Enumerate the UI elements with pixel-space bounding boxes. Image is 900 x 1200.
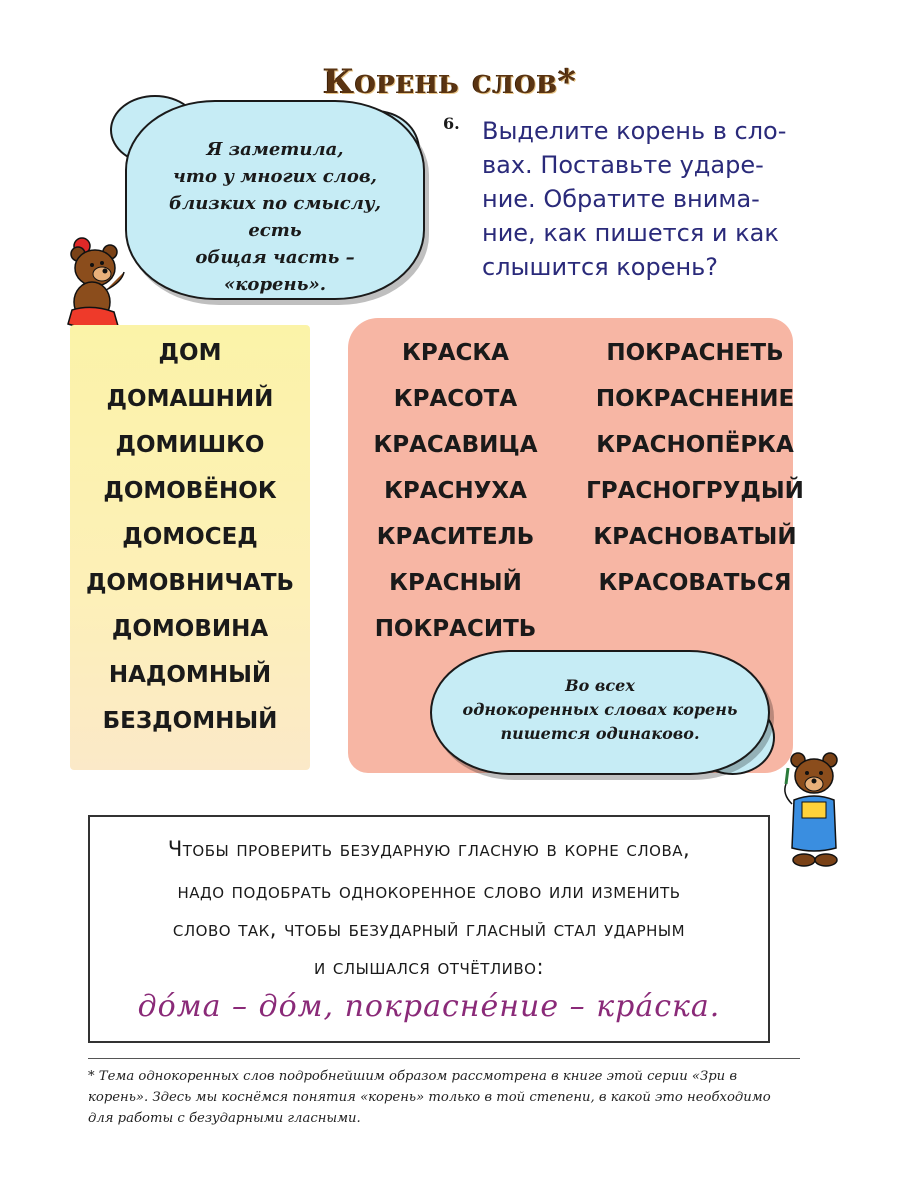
rule-line: слово так, чтобы безударный гласный стал ударным [172,917,686,941]
cloud-bottom-line: Во всех [565,676,635,695]
cloud-bottom-body [430,650,770,775]
word-item: ДОМАШНИЙ [106,386,274,412]
word-item: КРАСАВИЦА [373,432,538,458]
word-item: ДОМОВЁНОК [103,478,277,504]
word-item: КРАСОВАТЬСЯ [598,570,792,596]
rule-line: и слышался отчётливо: [313,955,545,979]
word-item: ДОМОВИНА [111,616,269,642]
task-line: ние, как пишется и как [482,219,779,247]
cloud-top-line: «корень». [224,274,326,295]
word-item: ГРАСНОГРУДЫЙ [586,478,804,504]
bear-boy-icon [780,748,850,873]
rule-box [88,815,770,1043]
cloud-top-line: Я заметила, [206,139,344,160]
task-line: слышится корень? [482,253,719,281]
task-number: 6. [443,114,460,133]
cloud-top-line: что у многих слов, [173,166,377,187]
word-item: ДОМ [158,340,222,366]
word-item: ПОКРАСИТЬ [374,616,537,642]
word-item: КРАСНУХА [384,478,527,504]
word-item: ДОМОВНИЧАТЬ [85,570,295,596]
word-item: КРАСНОПЁРКА [596,432,794,458]
rule-line: надо подобрать однокоренное слово или изменить [177,879,681,903]
word-item: ДОМОСЕД [122,524,258,550]
cloud-bottom-text [442,674,758,746]
cloud-top-line: общая часть – [195,247,355,268]
cloud-bottom-line: пишется одинаково. [500,724,700,743]
cloud-top-line: близких по смыслу, есть [169,193,381,241]
cloud-top-text [141,136,409,298]
word-item: ПОКРАСНЕНИЕ [595,386,795,412]
page-title: Корень слов* [323,62,577,102]
cloud-bottom-line: однокоренных словах корень [462,700,738,719]
word-item: БЕЗДОМНЫЙ [102,708,278,734]
task-line: Выделите корень в сло- [482,117,787,145]
footnote: * Тема однокоренных слов подробнейшим образом рассмотрена в книге этой серии «Зри в корень». Здесь мы коснёмся понятия «корень» только в той степени, в какой это необходимо для работы с безударными гласными. [88,1069,771,1126]
task-line: вах. Поставьте ударе- [482,151,764,179]
word-item: КРАСНОВАТЫЙ [593,524,797,550]
footnote-divider [88,1058,800,1059]
rule-example-handwriting: до́ма – до́м, покрасне́ние – кра́ска. [137,989,721,1024]
task-text [482,114,802,284]
word-item: НАДОМНЫЙ [108,662,272,688]
word-item: КРАСОТА [393,386,518,412]
task-line: ние. Обратите внима- [482,185,760,213]
word-item: КРАСИТЕЛЬ [376,524,535,550]
rule-line: Чтобы проверить безударную гласную в корне слова, [167,837,691,861]
word-item: КРАСНЫЙ [389,570,522,596]
word-item: КРАСКА [402,340,509,366]
cloud-top-body [125,100,425,300]
word-item: ДОМИШКО [115,432,265,458]
word-item: ПОКРАСНЕТЬ [606,340,784,366]
